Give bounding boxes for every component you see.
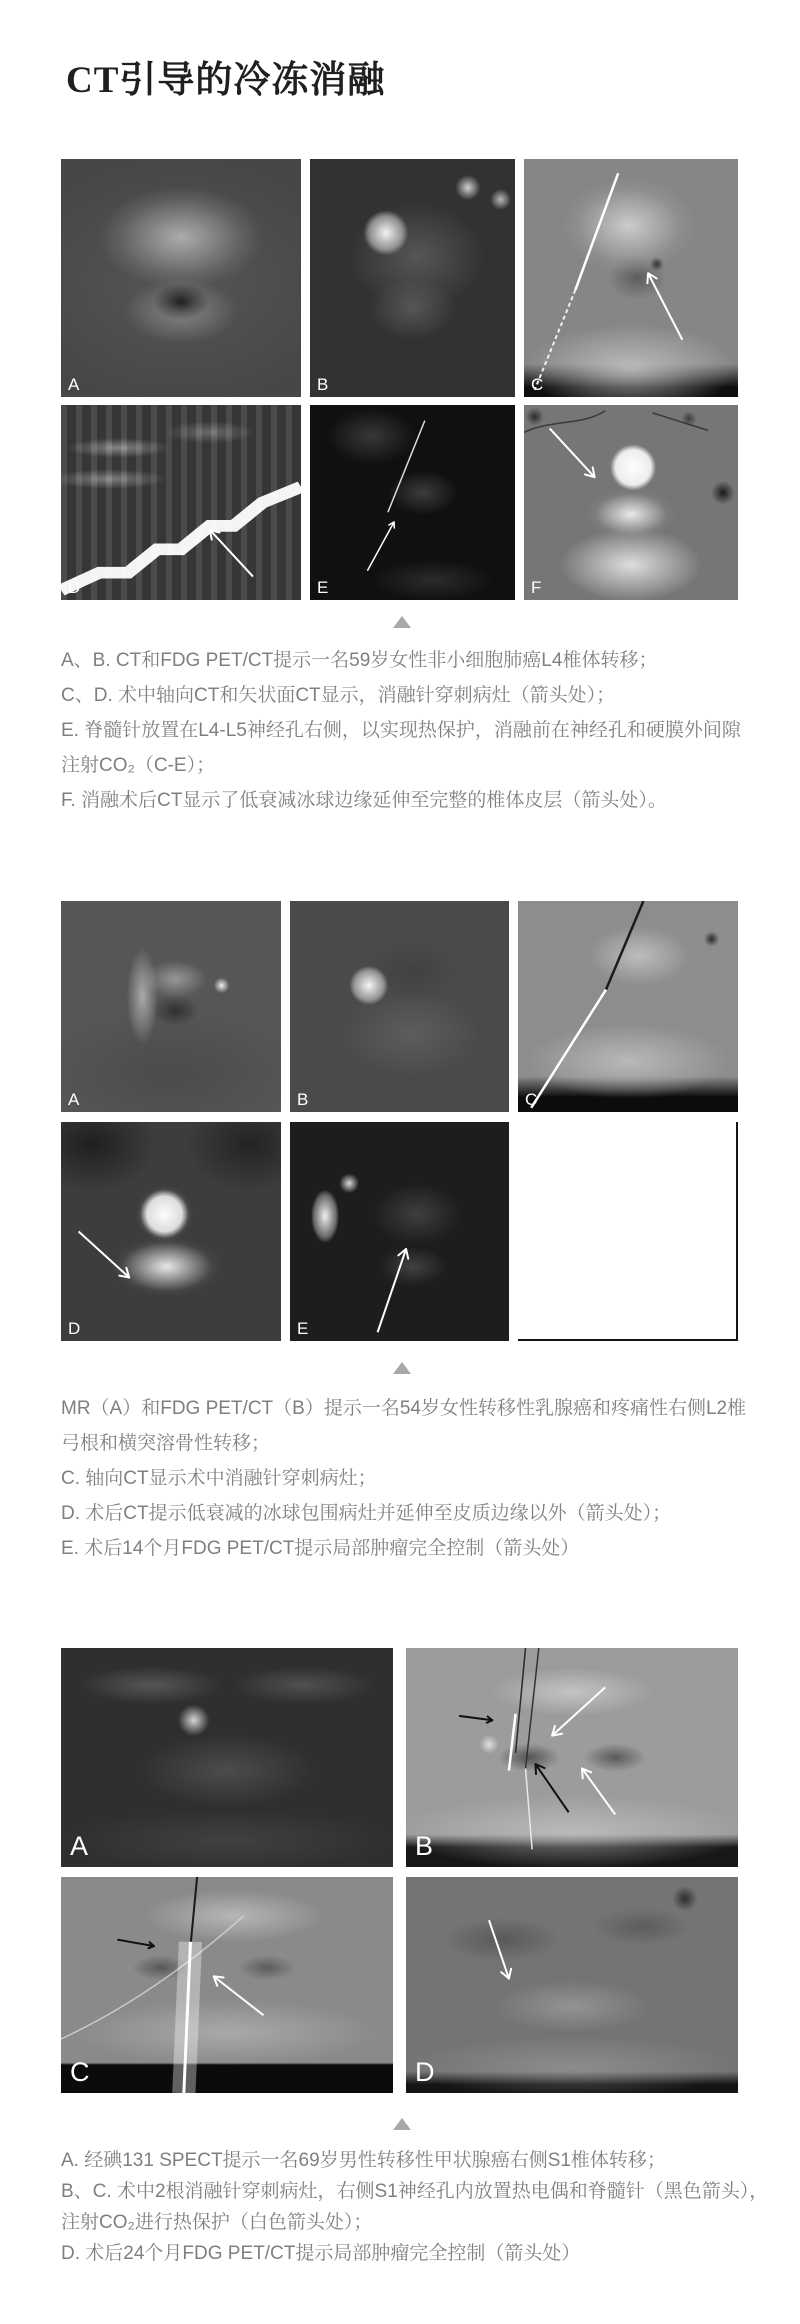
figure-2-empty-cell [518, 1122, 738, 1341]
caption-line: 注射CO₂进行热保护（白色箭头处）； [61, 2212, 373, 2233]
panel-label: B [415, 1831, 434, 1861]
caption-line: E. 脊髓针放置在L4-L5神经孔右侧，以实现热保护，消融前在神经孔和硬膜外间隙 [61, 720, 741, 741]
caption-line: 弓根和横突溶骨性转移； [61, 1433, 271, 1454]
panel-label: C [525, 1090, 538, 1109]
caption-line: MR（A）和FDG PET/CT（B）提示一名54岁女性转移性乳腺癌和疼痛性右侧L2椎 [61, 1398, 747, 1419]
figure-2-panel-c [518, 901, 738, 1112]
caption-line: A. 经碘131 SPECT提示一名69岁男性转移性甲状腺癌右侧S1椎体转移； [61, 2150, 666, 2171]
panel-label: D [68, 578, 81, 597]
panel-label: C [531, 375, 544, 394]
figure-1-panel-a [61, 159, 301, 397]
figure-1-panel-f [524, 405, 738, 600]
arrow-annotation [550, 428, 595, 477]
panel-label: D [68, 1319, 81, 1338]
triangle-up-icon [393, 2118, 411, 2130]
figure-2-panel-d [61, 1122, 281, 1341]
panel-label: D [415, 2057, 435, 2087]
panel-label: E [297, 1319, 309, 1338]
ct-illustration [524, 159, 738, 397]
figure-1-panel-b [310, 159, 515, 397]
panel-label: B [317, 375, 329, 394]
caption-line: F. 消融术后CT显示了低衰减冰球边缘延伸至完整的椎体皮层（箭头处）。 [61, 790, 667, 811]
caption-line: A、B. CT和FDG PET/CT提示一名59岁女性非小细胞肺癌L4椎体转移； [61, 650, 658, 671]
spinal-needle [388, 421, 425, 513]
ct-illustration [406, 1648, 738, 1867]
figure-3-panel-c [61, 1877, 393, 2093]
figure-3-panel-a [61, 1648, 393, 1867]
caption-line: E. 术后14个月FDG PET/CT提示局部肿瘤完全控制（箭头处） [61, 1538, 580, 1559]
figure-3-panel-d [406, 1877, 738, 2093]
panel-label: E [317, 578, 329, 597]
caption-line: D. 术后24个月FDG PET/CT提示局部肿瘤完全控制（箭头处） [61, 2243, 581, 2264]
ablation-needle [535, 173, 618, 390]
ablation-needle [531, 901, 643, 1108]
arrow-annotation [210, 530, 253, 577]
iceball-band [61, 487, 301, 590]
ct-illustration [290, 1122, 509, 1341]
figure-1-panel-c [524, 159, 738, 397]
figure-2-panel-e [290, 1122, 509, 1341]
arrow-annotation [378, 1249, 409, 1332]
triangle-up-icon [393, 616, 411, 628]
caption-line: C. 轴向CT显示术中消融针穿刺病灶； [61, 1468, 377, 1489]
figure-1-grid [61, 159, 738, 600]
arrow-annotation [647, 273, 682, 340]
caption-line: 注射CO₂（C-E）； [61, 755, 216, 776]
ct-illustration [310, 405, 515, 600]
panel-label: A [70, 1831, 89, 1861]
caption-line: C、D. 术中轴向CT和矢状面CT显示，消融针穿刺病灶（箭头处）； [61, 685, 616, 706]
caption-line: D. 术后CT提示低衰减的冰球包围病灶并延伸至皮质边缘以外（箭头处）； [61, 1503, 672, 1524]
page-title: CT引导的冷冻消融 [66, 59, 386, 101]
ablation-needles [509, 1648, 539, 1849]
arrow-annotation [367, 522, 394, 571]
panel-label: C [70, 2057, 90, 2087]
ct-illustration [61, 405, 301, 600]
figure-3-caption [61, 2150, 791, 2274]
panel-label: A [68, 375, 80, 394]
panel-label: F [531, 578, 542, 597]
figure-2-panel-b [290, 901, 509, 1112]
ct-illustration [518, 901, 738, 1112]
figure-2-grid [61, 901, 738, 1341]
figure-3-grid [61, 1648, 738, 2093]
figure-2-caption [61, 1398, 791, 1573]
ct-illustration [61, 1122, 281, 1341]
panel-label: B [297, 1090, 309, 1109]
triangle-up-icon [393, 1362, 411, 1374]
ct-illustration [524, 405, 738, 600]
figure-1-panel-e [310, 405, 515, 600]
figure-2-panel-a [61, 901, 281, 1112]
caption-line: B、C. 术中2根消融针穿刺病灶，右侧S1神经孔内放置热电偶和脊髓针（黑色箭头）， [61, 2181, 769, 2202]
figure-1-panel-d [61, 405, 301, 600]
arrow-annotation [489, 1920, 511, 1978]
arrow-annotation [459, 1687, 615, 1814]
figure-1-caption [61, 650, 791, 825]
ct-illustration [61, 1877, 393, 2093]
figure-3-panel-b [406, 1648, 738, 1867]
arrow-annotation [79, 1232, 130, 1278]
ct-illustration [406, 1877, 738, 2093]
panel-label: A [68, 1090, 80, 1109]
cryoprobe-needle [184, 1877, 197, 2093]
